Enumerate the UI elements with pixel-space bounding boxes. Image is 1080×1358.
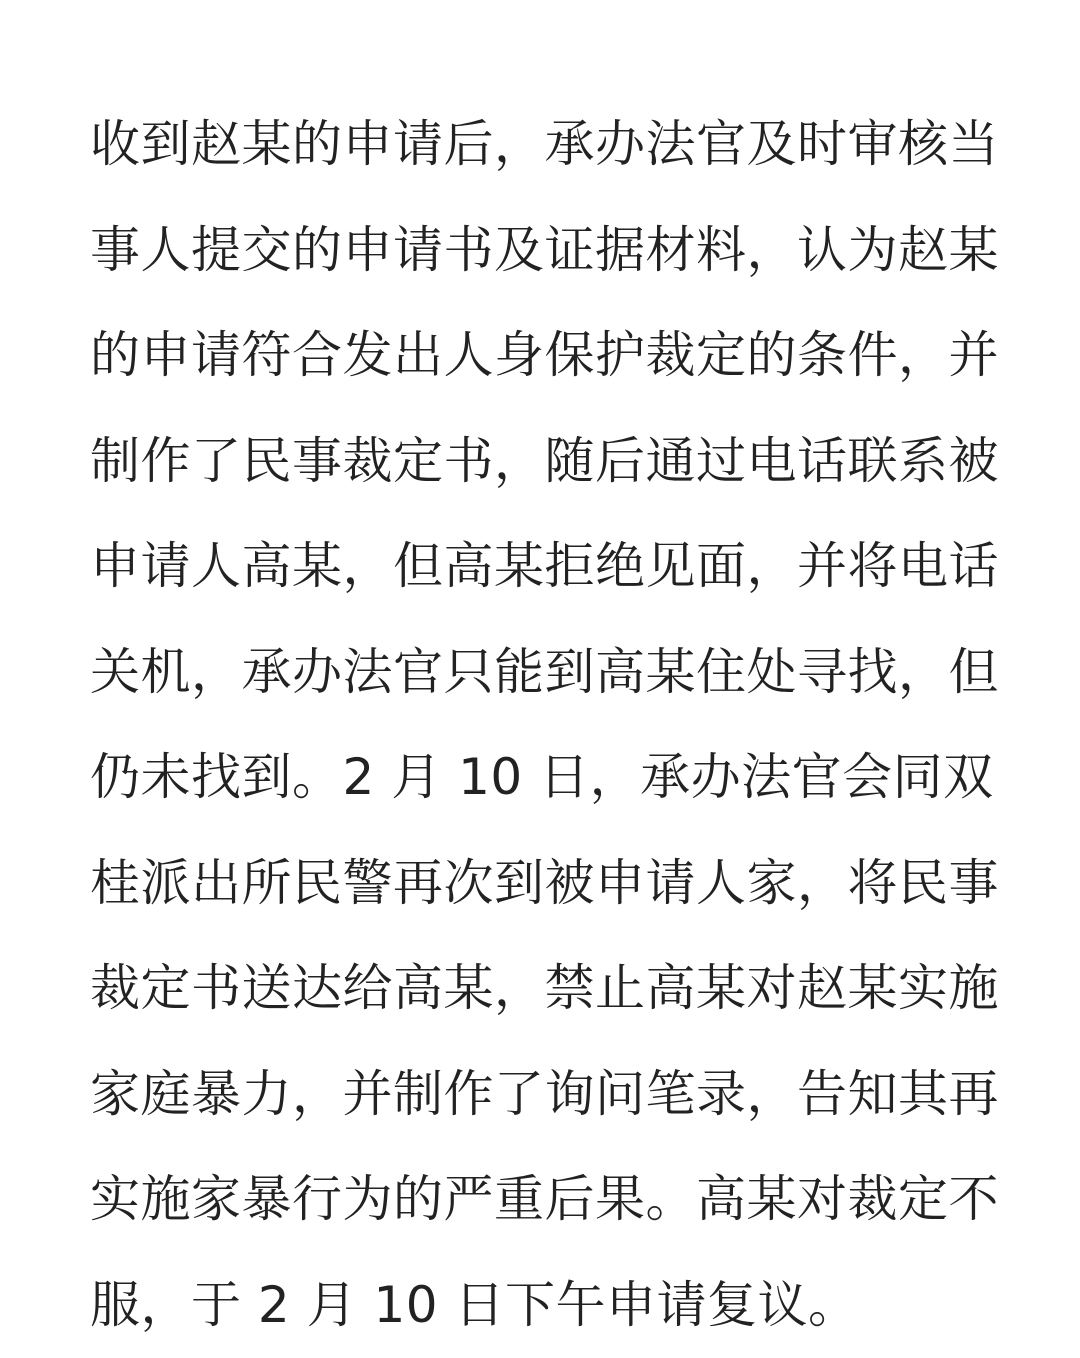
text-line-2: 事人提交的申请书及证据材料，认为赵某 [90,198,990,304]
text-line-12: 服，于 2 月 10 日下午申请复议。 [90,1253,990,1358]
text-line-9: 裁定书送达给高某，禁止高某对赵某实施 [90,936,990,1042]
text-line-4: 制作了民事裁定书，随后通过电话联系被 [90,409,990,515]
article-body [90,92,990,1358]
text-line-7: 仍未找到。2 月 10 日，承办法官会同双 [90,725,990,831]
text-line-5: 申请人高某，但高某拒绝见面，并将电话 [90,514,990,620]
text-line-6: 关机，承办法官只能到高某住处寻找，但 [90,620,990,726]
text-line-3: 的申请符合发出人身保护裁定的条件，并 [90,303,990,409]
text-line-11: 实施家暴行为的严重后果。高某对裁定不 [90,1147,990,1253]
text-line-10: 家庭暴力，并制作了询问笔录，告知其再 [90,1042,990,1148]
text-line-8: 桂派出所民警再次到被申请人家，将民事 [90,831,990,937]
text-line-1: 收到赵某的申请后，承办法官及时审核当 [90,92,990,198]
